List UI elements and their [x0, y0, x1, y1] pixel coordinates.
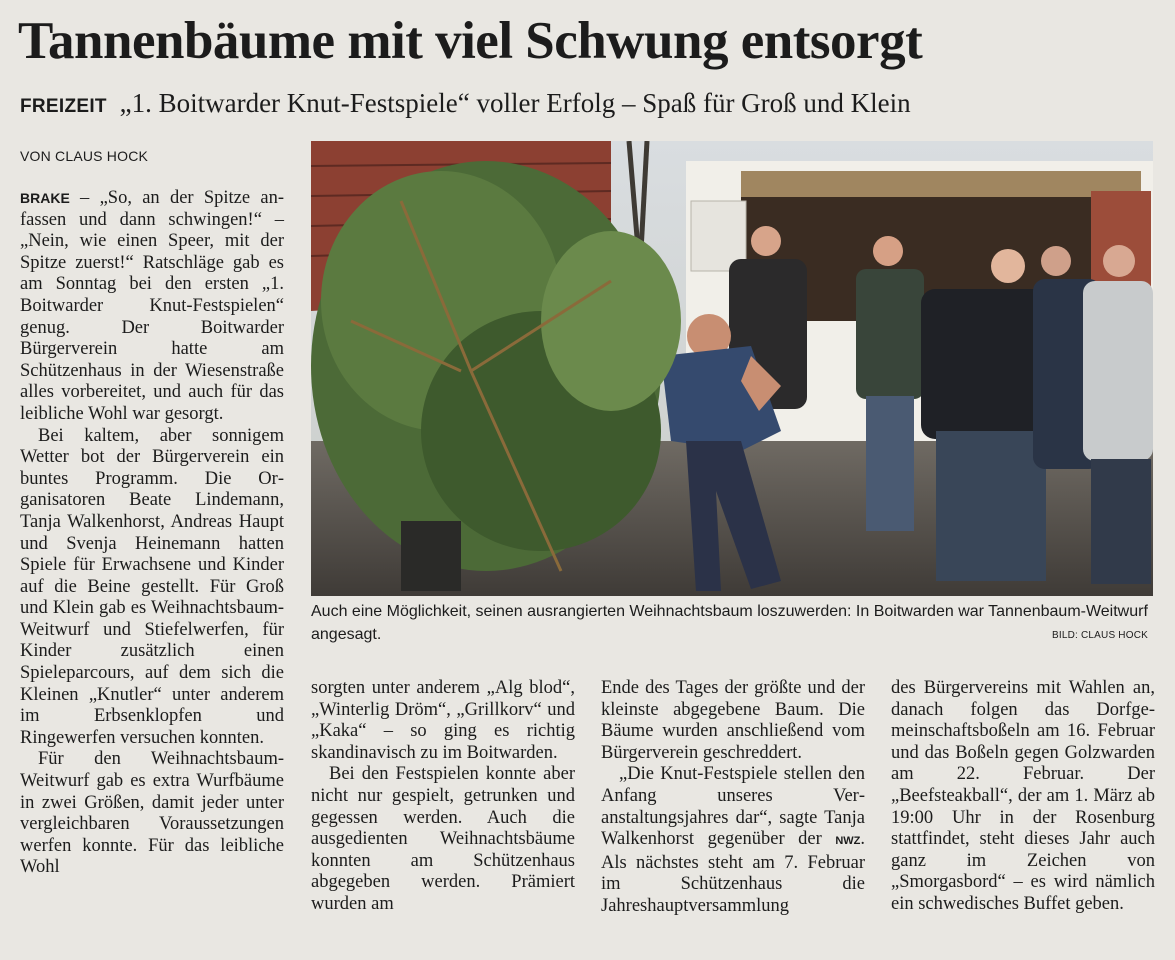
paragraph [601, 764, 865, 917]
paragraph-text: – „So, an der Spitze anfassen und dann schwingen!“ – „Nein, wie einen Speer, mit der Spitze zuerst!“ Ratschläge gab es am Sonntag bei den ersten „1. Boitwarder Knut-Festspielen“ genug. Der Boitwarder Bürgerverein hatte am Schützenhaus in der Wiesenstraße alles vorbereitet, und auch für das leibliche Wohl war gesorgt. [20, 188, 284, 424]
photo-illustration [311, 141, 1153, 596]
photo-credit: BILD: CLAUS HOCK [1052, 630, 1149, 641]
photo-caption: Auch eine Möglichkeit, seinen ausrangierten Weihnachtsbaum loszuwerden: In Boitwarden war Tannenbaum-Weitwurf angesagt. [311, 603, 1148, 643]
article-column-1 [20, 188, 284, 879]
paragraph: Ende des Tages der größte und der kleinste abgegebene Baum. Die Bäume wurden anschließend vom Bürgerverein geschreddert. [601, 678, 865, 763]
subheadline [20, 86, 1160, 124]
paragraph: Für den Weihnachtsbaum-Weitwurf gab es extra Wurfbäume in zwei Größen, damit jeder unter vergleichbaren Voraussetzungen werfen konnte. Für das leibliche Wohl [20, 749, 284, 878]
article-column-3 [601, 678, 865, 918]
paragraph: Bei kaltem, aber sonnigem Wetter bot der Bürgerverein ein buntes Programm. Die Organisatoren Beate Lindemann, Tanja Walkenhorst, Andreas Haupt und Svenja Heinemann hatten Spiele für Erwachsene und Kinder auf die Beine gestellt. Für Groß und Klein gab es Weihnachtsbaum-Weitwurf und Stiefelwerfen, für Kinder zusätzlich einen Spieleparcours, auf dem sich die Kleinen „Knutler“ unter anderem im Erbsenklopfen und Ringewerfen versuchen konnten. [20, 425, 284, 748]
byline: VON CLAUS HOCK [20, 148, 149, 164]
article-photo [311, 141, 1153, 596]
paragraph: sorgten unter anderem „Alg blod“, „Winterlig Dröm“, „Grillkorv“ und „Kaka“ – so ging es richtig skandinavisch zu im Boitwarden. [311, 678, 575, 763]
kicker: FREIZEIT [20, 96, 107, 117]
article-column-4 [891, 678, 1155, 916]
paragraph [20, 188, 284, 426]
subheadline-text: „1. Boitwarder Knut-Festspiele“ voller Erfolg – Spaß für Groß und Klein [119, 88, 911, 118]
paragraph: Bei den Festspielen konnte aber nicht nur gespielt, getrunken und gegessen werden. Auch die ausgedienten Weihnachtsbäume konnten am Schützenhaus abgegeben werden. Prämiert wurden am [311, 764, 575, 914]
nwz-mark: NWZ [835, 835, 861, 848]
article-column-2 [311, 678, 575, 916]
paragraph-text: . Als nächstes steht am 7. Februar im Schützenhaus die Jahreshauptversammlung [601, 829, 865, 916]
paragraph-text: „Die Knut-Festspiele stellen den Anfang unseres Veranstaltungsjahres dar“, sagte Tanja Walkenhorst gegenüber der [601, 764, 865, 850]
paragraph: des Bürgervereins mit Wahlen an, danach folgen das Dorfgemeinschaftsboßeln am 16. Februar und das Boßeln gegen Golzwarden am 22. Februar. Der „Beefsteakball“, der am 1. März ab 19:00 Uhr in der Rosenburg stattfindet, steht dieses Jahr auch ganz im Zeichen von „Smorgasbord“ – es wird nämlich ein schwedisches Buffet geben. [891, 678, 1155, 914]
dateline: BRAKE [20, 190, 70, 206]
headline: Tannenbäume mit viel Schwung entsorgt [18, 12, 923, 70]
